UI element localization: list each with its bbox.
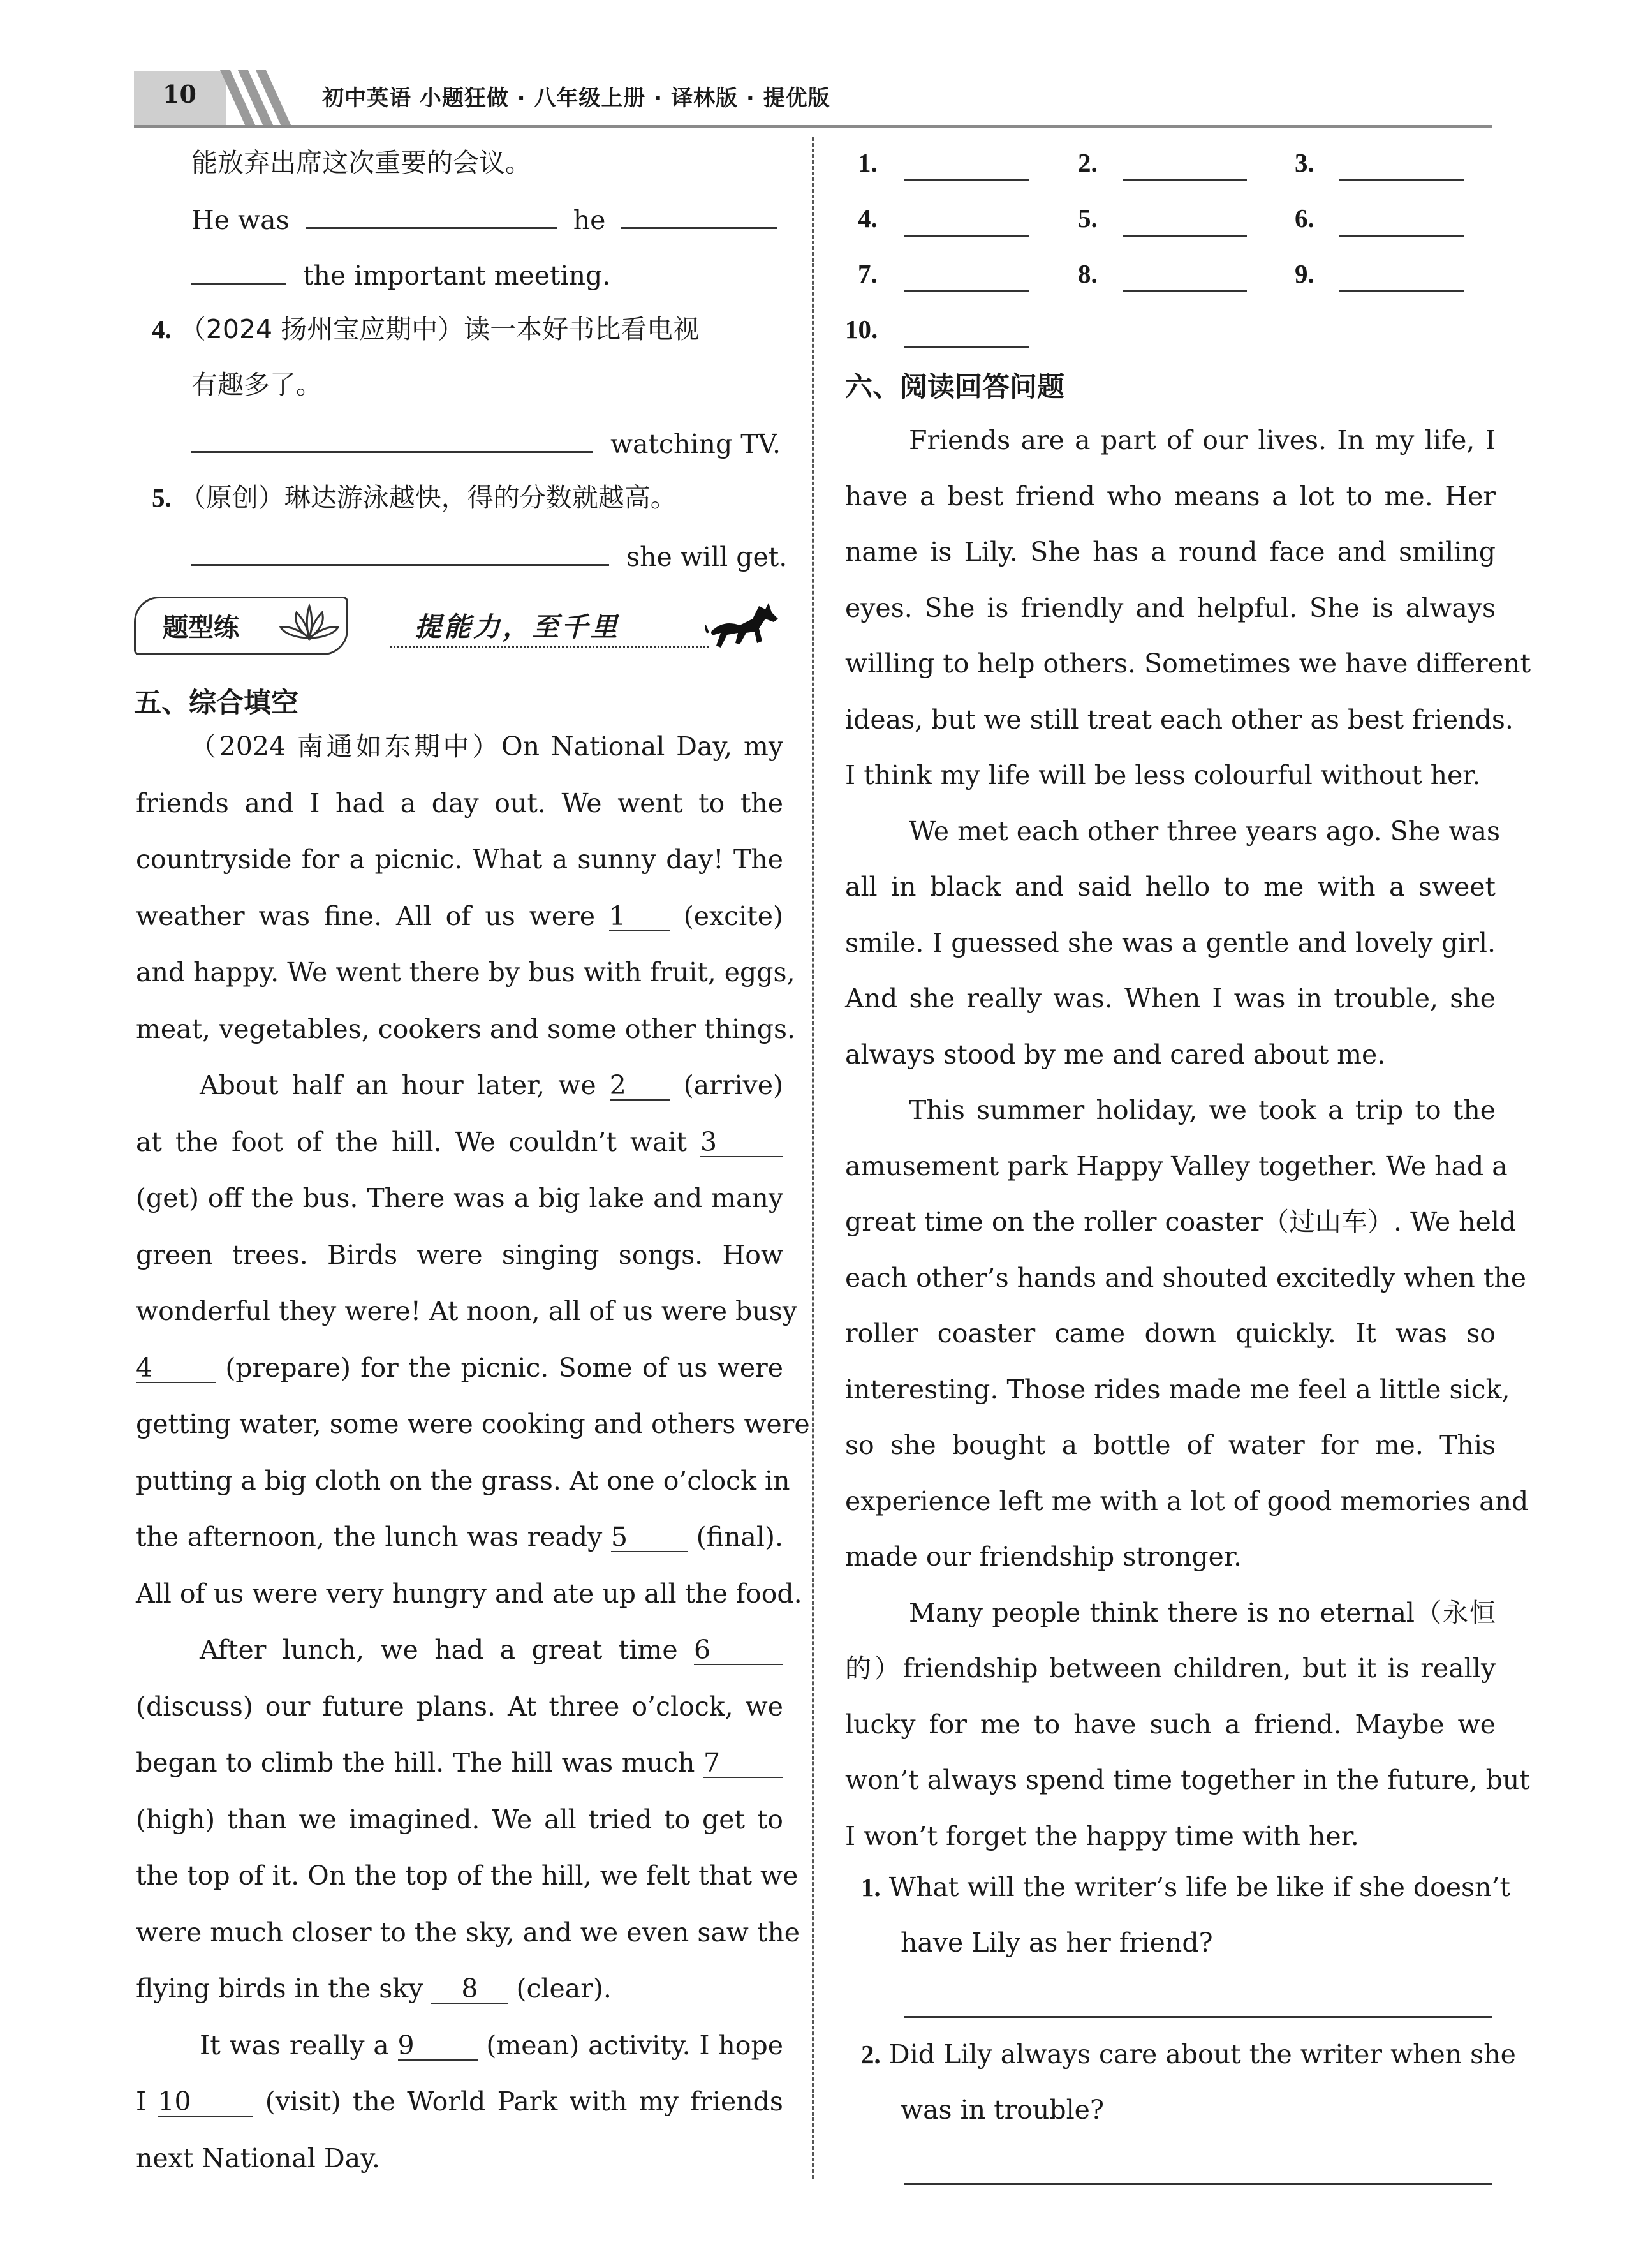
p1-l4-hint: (excite) — [683, 900, 783, 931]
q4-text: 读一本好书比看电视 — [464, 314, 700, 345]
p2-l1-hint: (arrive) — [683, 1070, 783, 1101]
answer-blank-8[interactable] — [1123, 262, 1247, 292]
p2-line-10: All of us were very hungry and ate up all the food. — [136, 1578, 802, 1609]
r3-line-8: experience left me with a lot of good memories and — [845, 1485, 1529, 1516]
r2-line-5: always stood by me and cared about me. — [845, 1039, 1386, 1070]
r1-line-1: Friends are a part of our lives. In my life, I — [909, 425, 1496, 456]
r3-line-9: made our friendship stronger. — [845, 1541, 1242, 1572]
answer-label-6: 6. — [1295, 204, 1314, 233]
rq2-line-1 — [861, 2035, 1516, 2073]
section-6-title: 六、阅读回答问题 — [845, 371, 1064, 403]
r1-line-2: have a best friend who means a lot to me. Her — [845, 480, 1496, 512]
q3-line1 — [191, 199, 777, 239]
q3-text-b: he — [573, 205, 606, 235]
blank-4[interactable]: 4 — [136, 1354, 216, 1383]
p2-l1-text: About half an hour later, we — [200, 1070, 596, 1101]
p3-line-4: (high) than we imagined. We all tried to get to — [136, 1804, 783, 1835]
banner-right-label: 提能力，至千里 — [415, 611, 621, 642]
p3-line-7 — [136, 1969, 783, 2026]
section-5-title: 五、综合填空 — [134, 687, 298, 719]
q4-answer-line — [191, 423, 781, 463]
q3-text-c: the important meeting. — [303, 260, 611, 291]
p2-line-2 — [136, 1123, 783, 1180]
q5-line1 — [152, 478, 677, 517]
p3-l3-text: began to climb the hill. The hill was much — [136, 1747, 695, 1778]
p1-line-4 — [136, 897, 783, 954]
blank-7[interactable]: 7 — [703, 1749, 783, 1778]
q5-blank[interactable] — [191, 536, 609, 566]
p3-line-3 — [136, 1744, 783, 1800]
r2-line-2: all in black and said hello to me with a sweet — [845, 871, 1496, 902]
q5-text: 琳达游泳越快，得的分数就越高。 — [284, 482, 677, 513]
rq1-line-1 — [861, 1868, 1511, 1906]
banner-dotted-rule — [390, 646, 709, 648]
q4-tail: watching TV. — [610, 429, 781, 459]
answer-blank-4[interactable] — [904, 207, 1029, 237]
lotus-icon — [274, 603, 344, 648]
answer-blank-9[interactable] — [1339, 262, 1464, 292]
r1-line-7: I think my life will be less colourful without her. — [845, 760, 1481, 790]
blank-9[interactable]: 9 — [398, 2031, 478, 2061]
r4-line-4: won’t always spend time together in the future, but — [845, 1765, 1530, 1795]
p2-line-7: getting water, some were cooking and others were — [136, 1409, 810, 1439]
answer-blank-6[interactable] — [1339, 207, 1464, 237]
q4-number: 4. — [152, 315, 172, 344]
reading-passage — [845, 421, 1531, 1872]
header-title: 初中英语 小题狂做 · 八年级上册 · 译林版 · 提优版 — [322, 85, 830, 111]
cloze-passage — [136, 727, 810, 2195]
r1-line-4: eyes. She is friendly and helpful. She is always — [845, 592, 1496, 623]
p2-line-8: putting a big cloth on the grass. At one o’clock in — [136, 1465, 790, 1496]
blank-10[interactable]: 10 — [158, 2087, 253, 2117]
rq2-number: 2. — [861, 2040, 881, 2069]
q4-blank[interactable] — [191, 423, 593, 453]
rq1-text-1: What will the writer’s life be like if she doesn’t — [888, 1872, 1511, 1902]
answer-label-10: 10. — [845, 315, 878, 344]
p4-line-1 — [136, 2026, 783, 2083]
q3-blank-2[interactable] — [621, 199, 777, 229]
column-divider — [812, 137, 814, 2179]
r2-line-4: And she really was. When I was in trouble, she — [845, 983, 1496, 1014]
q3-blank-3[interactable] — [191, 255, 286, 285]
q5-number: 5. — [152, 483, 172, 512]
r1-line-6: ideas, but we still treat each other as best friends. — [845, 704, 1513, 735]
p4-line-2 — [136, 2082, 783, 2139]
q3-blank-1[interactable] — [306, 199, 557, 229]
p1-l4-text: weather was fine. All of us were — [136, 900, 595, 931]
blank-8[interactable]: 8 — [431, 1975, 508, 2004]
r4-line-2: 的）friendship between children, but it is really — [845, 1653, 1496, 1684]
r4-line-1: Many people think there is no eternal（永恒 — [909, 1597, 1496, 1628]
answer-blank-7[interactable] — [904, 262, 1029, 292]
p3-l1-text: After lunch, we had a great time — [200, 1634, 678, 1665]
p4-l1-hint: (mean) activity. I hope — [486, 2029, 783, 2061]
rq2-text-1: Did Lily always care about the writer when she — [888, 2039, 1516, 2070]
answer-blank-3[interactable] — [1339, 151, 1464, 181]
answer-blank-10[interactable] — [904, 318, 1029, 348]
header-stripes — [220, 70, 297, 126]
r2-line-3: smile. I guessed she was a gentle and lovely girl. — [845, 927, 1496, 958]
q3-line2 — [191, 255, 610, 295]
p3-l7-hint: (clear). — [516, 1973, 612, 2004]
r3-line-4: each other’s hands and shouted excitedly when the — [845, 1262, 1527, 1293]
horse-icon — [705, 593, 784, 657]
r3-line-5: roller coaster came down quickly. It was so — [845, 1318, 1496, 1349]
rq1-line-2: have Lily as her friend? — [901, 1927, 1213, 1958]
p2-line-5: wonderful they were! At noon, all of us were busy — [136, 1296, 797, 1326]
p2-l9-text: the afternoon, the lunch was ready — [136, 1522, 603, 1552]
p2-line-1 — [136, 1066, 783, 1123]
q4-line1 — [152, 310, 699, 348]
p3-line-1 — [136, 1631, 783, 1687]
p2-l2-text: at the foot of the hill. We couldn’t wait — [136, 1126, 688, 1157]
p1-line-1: （2024 南通如东期中）On National Day, my — [190, 731, 783, 762]
r1-line-5: willing to help others. Sometimes we have different — [845, 648, 1531, 679]
rq1-number: 1. — [861, 1872, 881, 1902]
r3-line-7: so she bought a bottle of water for me. This — [845, 1430, 1496, 1460]
r3-line-3: great time on the roller coaster（过山车）. We held — [845, 1206, 1517, 1237]
p1-line-6: meat, vegetables, cookers and some other things. — [136, 1013, 796, 1044]
p3-line-6: were much closer to the sky, and we even saw the — [136, 1916, 800, 1948]
p3-l7-text: flying birds in the sky — [136, 1973, 423, 2004]
p1-line-3: countryside for a picnic. What a sunny day! The — [136, 844, 783, 875]
blank-1[interactable]: 1 — [609, 902, 670, 931]
blank-2[interactable]: 2 — [610, 1071, 670, 1101]
p2-line-4: green trees. Birds were singing songs. How — [136, 1239, 783, 1270]
p2-line-6 — [136, 1349, 783, 1405]
blank-5[interactable]: 5 — [611, 1523, 688, 1552]
r4-line-5: I won’t forget the happy time with her. — [845, 1820, 1359, 1851]
q3-text-a: He was — [191, 205, 290, 235]
answer-label-2: 2. — [1078, 148, 1098, 177]
q4-line2: 有趣多了。 — [191, 369, 322, 400]
page-number: 10 — [163, 80, 196, 108]
rq2-answer-line[interactable] — [904, 2183, 1492, 2185]
p4-line-3: next National Day. — [136, 2142, 380, 2174]
answer-blank-1[interactable] — [904, 151, 1029, 181]
p1-line-5: and happy. We went there by bus with fruit, eggs, — [136, 957, 795, 988]
p3-line-2: (discuss) our future plans. At three o’clock, we — [136, 1691, 783, 1722]
p4-l1-text: It was really a — [200, 2029, 389, 2061]
answer-label-4: 4. — [858, 204, 878, 233]
answer-label-7: 7. — [858, 259, 878, 288]
answer-label-1: 1. — [858, 148, 878, 177]
answer-blank-5[interactable] — [1123, 207, 1247, 237]
rq1-answer-line[interactable] — [904, 2016, 1492, 2018]
rq2-line-2: was in trouble? — [901, 2094, 1104, 2125]
p2-l6-text: (prepare) for the picnic. Some of us were — [225, 1352, 783, 1383]
banner-left-label: 题型练 — [163, 613, 239, 642]
p2-l9-hint: (final). — [696, 1522, 783, 1552]
q3-continuation: 能放弃出席这次重要的会议。 — [191, 147, 531, 178]
p2-line-9 — [136, 1518, 783, 1575]
answer-label-3: 3. — [1295, 148, 1314, 177]
r3-line-2: amusement park Happy Valley together. We had a — [845, 1150, 1508, 1182]
answer-blank-2[interactable] — [1123, 151, 1247, 181]
p1-line-2: friends and I had a day out. We went to the — [136, 787, 783, 819]
p2-line-3: (get) off the bus. There was a big lake and many — [136, 1183, 783, 1213]
answer-label-9: 9. — [1295, 259, 1314, 288]
r2-line-1: We met each other three years ago. She was — [909, 815, 1500, 847]
r3-line-1: This summer holiday, we took a trip to the — [909, 1095, 1496, 1125]
r1-line-3: name is Lily. She has a round face and smiling — [845, 537, 1496, 567]
q4-source: （2024 扬州宝应期中） — [179, 314, 464, 345]
header-rule — [134, 125, 1492, 128]
p4-l2-hint: (visit) the World Park with my friends — [265, 2086, 783, 2117]
r3-line-6: interesting. Those rides made me feel a little sick, — [845, 1374, 1510, 1405]
q5-answer-line — [191, 536, 787, 576]
p3-line-5: the top of it. On the top of the hill, we felt that we — [136, 1860, 799, 1891]
answer-label-8: 8. — [1078, 259, 1098, 288]
blank-6[interactable]: 6 — [694, 1636, 783, 1665]
q5-source: （原创） — [179, 482, 284, 513]
r4-line-3: lucky for me to have such a friend. Maybe we — [845, 1708, 1496, 1740]
blank-3[interactable]: 3 — [700, 1128, 783, 1157]
answer-label-5: 5. — [1078, 204, 1098, 233]
p4-l2-text: I — [136, 2086, 147, 2117]
q5-tail: she will get. — [626, 542, 788, 572]
